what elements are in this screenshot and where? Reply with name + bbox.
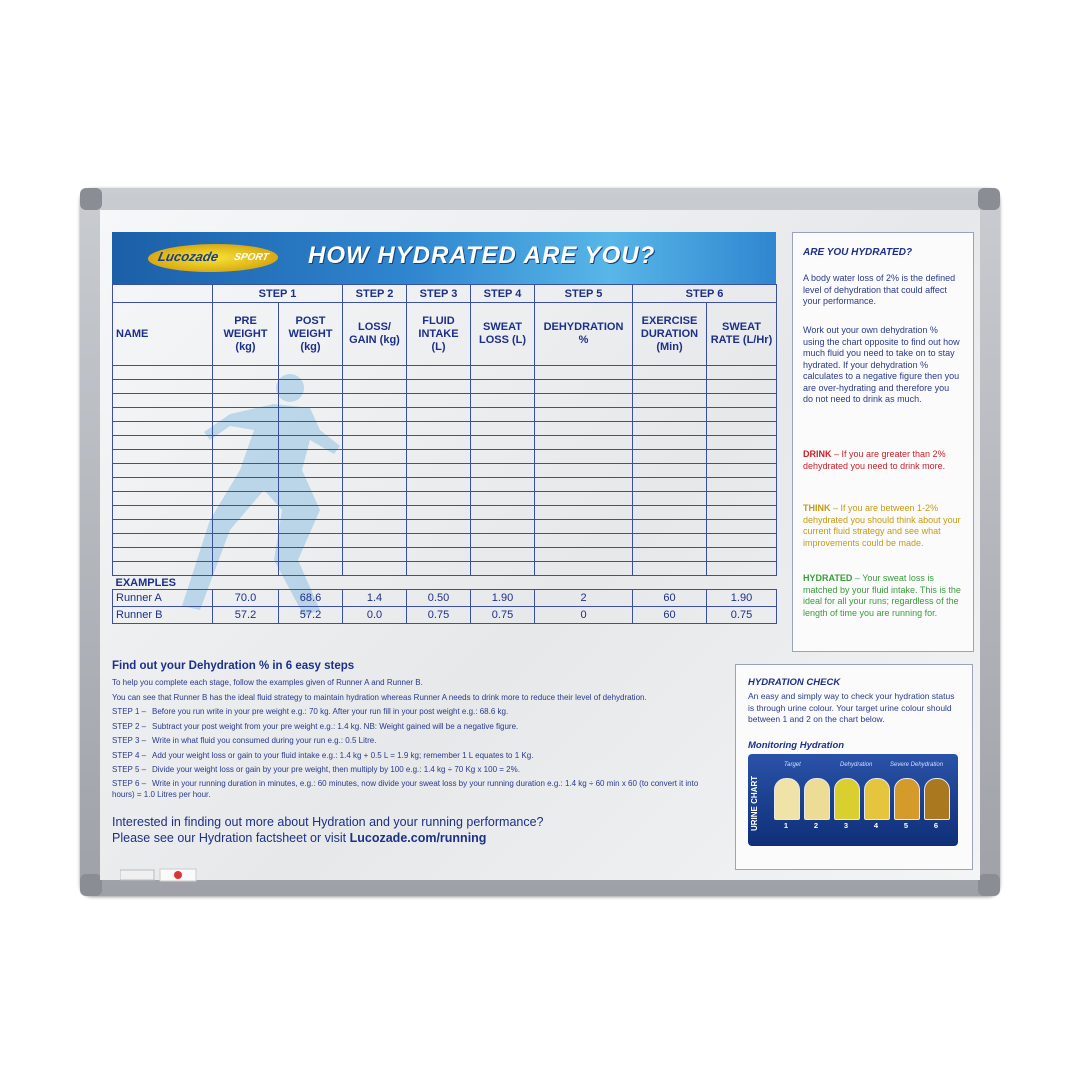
blank-cell bbox=[707, 506, 777, 520]
step-5-header: STEP 5 bbox=[535, 285, 633, 303]
blank-cell bbox=[343, 450, 407, 464]
blank-cell bbox=[707, 464, 777, 478]
blank-cell bbox=[343, 394, 407, 408]
blank-cell bbox=[279, 548, 343, 562]
blank-cell bbox=[113, 506, 213, 520]
blank-entry-row bbox=[113, 408, 777, 422]
blank-entry-row bbox=[113, 394, 777, 408]
blank-entry-row bbox=[113, 492, 777, 506]
col-sweat-rate: SWEAT RATE (L/Hr) bbox=[707, 303, 777, 366]
blank-cell bbox=[407, 492, 471, 506]
blank-cell bbox=[343, 506, 407, 520]
blank-cell bbox=[213, 506, 279, 520]
blank-cell bbox=[407, 478, 471, 492]
manufacturer-sticker bbox=[120, 868, 200, 882]
blank-cell bbox=[707, 408, 777, 422]
blank-cell bbox=[343, 422, 407, 436]
panel-title: ARE YOU HYDRATED? bbox=[803, 247, 913, 258]
blank-cell bbox=[471, 506, 535, 520]
blank-cell bbox=[535, 366, 633, 380]
blank-entry-row bbox=[113, 380, 777, 394]
step-item: STEP 1 – Before you run write in your pre weight e.g.: 70 kg. After your run fill in your post weight e.g.: 68.6 kg. bbox=[112, 707, 509, 716]
blank-cell bbox=[279, 436, 343, 450]
brand-name: Lucozade bbox=[156, 249, 220, 264]
blank-cell bbox=[633, 548, 707, 562]
chart-header bbox=[112, 232, 776, 284]
blank-cell bbox=[213, 548, 279, 562]
examples-row bbox=[113, 576, 777, 590]
col-fluid-intake: FLUID INTAKE (L) bbox=[407, 303, 471, 366]
blank-entry-row bbox=[113, 422, 777, 436]
blank-cell bbox=[471, 478, 535, 492]
blank-cell bbox=[707, 380, 777, 394]
blank-cell bbox=[279, 478, 343, 492]
blank-cell bbox=[633, 450, 707, 464]
step-6-header: STEP 6 bbox=[633, 285, 777, 303]
blank-entry-row bbox=[113, 506, 777, 520]
urine-swatch bbox=[804, 778, 830, 820]
table-row-runner-a bbox=[113, 590, 777, 607]
frame-corner bbox=[80, 188, 102, 210]
hydrated-text: – Your sweat loss is matched by your fluid intake. This is the ideal for all your runs; regardless of the length of time you are running for. bbox=[803, 573, 961, 618]
blank-cell bbox=[407, 366, 471, 380]
blank-cell bbox=[535, 436, 633, 450]
table-cell: 70.0 bbox=[213, 590, 279, 607]
frame-corner bbox=[978, 188, 1000, 210]
zone-severe: Severe Dehydration bbox=[890, 762, 944, 768]
table-cell: 0.75 bbox=[407, 607, 471, 624]
urine-chart bbox=[748, 754, 958, 846]
table-cell: 57.2 bbox=[279, 607, 343, 624]
blank-cell bbox=[407, 534, 471, 548]
drink-text: – If you are greater than 2% dehydrated you need to drink more. bbox=[803, 449, 946, 471]
blank-cell bbox=[471, 408, 535, 422]
blank-cell bbox=[535, 506, 633, 520]
blank-cell bbox=[113, 492, 213, 506]
table-cell: 0 bbox=[535, 607, 633, 624]
blank-cell bbox=[471, 436, 535, 450]
step-1-header: STEP 1 bbox=[213, 285, 343, 303]
blank-cell bbox=[707, 422, 777, 436]
table-cell: 0.75 bbox=[471, 607, 535, 624]
urine-chart-label: URINE CHART bbox=[750, 775, 759, 831]
urine-swatch bbox=[834, 778, 860, 820]
think-advice bbox=[803, 503, 961, 549]
table-cell: 1.90 bbox=[471, 590, 535, 607]
website-link[interactable]: Lucozade.com/running bbox=[349, 831, 487, 845]
zone-dehydration: Dehydration bbox=[840, 762, 873, 768]
promo-line-2: Please see our Hydration factsheet or visit Lucozade.com/running bbox=[112, 831, 487, 845]
monitoring-title: Monitoring Hydration bbox=[748, 740, 845, 751]
blank-cell bbox=[213, 450, 279, 464]
blank-entry-row bbox=[113, 548, 777, 562]
blank-cell bbox=[213, 436, 279, 450]
table-cell: 1.4 bbox=[343, 590, 407, 607]
blank-cell bbox=[407, 394, 471, 408]
hydration-info-panel bbox=[792, 232, 974, 652]
blank-cell bbox=[113, 548, 213, 562]
column-header-row bbox=[113, 303, 777, 366]
step-item: STEP 4 – Add your weight loss or gain to your fluid intake e.g.: 1.4 kg + 0.5 L = 1.9 kg; remember 1 L equates to 1 Kg. bbox=[112, 750, 534, 760]
blank-entry-row bbox=[113, 478, 777, 492]
table-cell: 2 bbox=[535, 590, 633, 607]
table-cell: 57.2 bbox=[213, 607, 279, 624]
blank-cell bbox=[113, 534, 213, 548]
blank-cell bbox=[471, 492, 535, 506]
blank-cell bbox=[535, 548, 633, 562]
frame-corner bbox=[80, 874, 102, 896]
blank-cell bbox=[471, 380, 535, 394]
blank-cell bbox=[407, 422, 471, 436]
blank-cell bbox=[633, 464, 707, 478]
col-loss-gain: LOSS/ GAIN (kg) bbox=[343, 303, 407, 366]
urine-swatch bbox=[924, 778, 950, 820]
drink-advice bbox=[803, 449, 961, 472]
blank-cell bbox=[407, 464, 471, 478]
step-2-header: STEP 2 bbox=[343, 285, 407, 303]
lucozade-logo bbox=[145, 244, 281, 272]
blank-cell bbox=[213, 394, 279, 408]
examples-label: EXAMPLES bbox=[113, 576, 777, 590]
blank-cell bbox=[213, 422, 279, 436]
step-4-header: STEP 4 bbox=[471, 285, 535, 303]
blank-cell bbox=[535, 450, 633, 464]
blank-cell bbox=[633, 478, 707, 492]
step-3-header: STEP 3 bbox=[407, 285, 471, 303]
table-cell: 60 bbox=[633, 590, 707, 607]
blank-cell bbox=[535, 534, 633, 548]
blank-cell bbox=[343, 492, 407, 506]
blank-cell bbox=[471, 366, 535, 380]
panel-instructions: Work out your own dehydration % using the chart opposite to find out how much fluid you need to take on to stay hydrated. If your dehydration % calculates to a negative figure then you are over-hydrating and therefore you do not need to drink as much. bbox=[803, 325, 960, 404]
swatch-number: 4 bbox=[873, 821, 879, 830]
urine-swatch bbox=[864, 778, 890, 820]
blank-cell bbox=[407, 506, 471, 520]
swatch-number: 1 bbox=[783, 821, 789, 830]
blank-cell bbox=[633, 366, 707, 380]
table-cell: 68.6 bbox=[279, 590, 343, 607]
think-label: THINK bbox=[803, 503, 831, 513]
blank-cell bbox=[407, 520, 471, 534]
blank-cell bbox=[535, 520, 633, 534]
blank-cell bbox=[633, 408, 707, 422]
panel-intro: A body water loss of 2% is the defined level of dehydration that could affect your performance. bbox=[803, 273, 956, 306]
table-row-runner-b bbox=[113, 607, 777, 624]
table-cell: 0.50 bbox=[407, 590, 471, 607]
blank-cell bbox=[279, 562, 343, 576]
blank-cell bbox=[535, 422, 633, 436]
blank-cell bbox=[113, 520, 213, 534]
blank-cell bbox=[707, 478, 777, 492]
blank-cell bbox=[343, 520, 407, 534]
blank-cell bbox=[407, 380, 471, 394]
urine-swatch bbox=[774, 778, 800, 820]
blank-cell bbox=[471, 562, 535, 576]
blank-cell bbox=[213, 380, 279, 394]
blank-cell bbox=[407, 450, 471, 464]
instructions-intro: To help you complete each stage, follow the examples given of Runner A and Runner B. bbox=[112, 678, 423, 687]
hydration-check-desc: An easy and simply way to check your hydration status is through urine colour. Your target urine colour should between 1 and 2 on the chart below. bbox=[748, 691, 955, 724]
urine-swatch bbox=[894, 778, 920, 820]
instructions-section bbox=[112, 660, 722, 800]
blank-cell bbox=[535, 492, 633, 506]
blank-cell bbox=[471, 548, 535, 562]
table-cell: Runner A bbox=[113, 590, 213, 607]
blank-cell bbox=[213, 562, 279, 576]
blank-cell bbox=[343, 366, 407, 380]
blank-cell bbox=[343, 562, 407, 576]
blank-cell bbox=[279, 520, 343, 534]
blank-cell bbox=[707, 562, 777, 576]
blank-cell bbox=[633, 436, 707, 450]
blank-cell bbox=[407, 562, 471, 576]
blank-cell bbox=[471, 534, 535, 548]
blank-entry-row bbox=[113, 450, 777, 464]
hydration-table bbox=[112, 284, 777, 624]
hydrated-advice bbox=[803, 573, 961, 619]
blank-cell bbox=[535, 394, 633, 408]
blank-cell bbox=[633, 534, 707, 548]
blank-cell bbox=[471, 422, 535, 436]
blank-cell bbox=[279, 450, 343, 464]
table-cell: Runner B bbox=[113, 607, 213, 624]
blank-cell bbox=[707, 548, 777, 562]
table-cell: 0.75 bbox=[707, 607, 777, 624]
col-pre-weight: PRE WEIGHT (kg) bbox=[213, 303, 279, 366]
blank-cell bbox=[535, 562, 633, 576]
blank-cell bbox=[471, 520, 535, 534]
blank-cell bbox=[535, 464, 633, 478]
step-item: STEP 6 – Write in your running duration in minutes, e.g.: 60 minutes, now divide your sweat loss by your running duration e.g.: 1.4 kg ÷ 60 min x 60 (to convert it into hours) = 1.0 Litres per hour. bbox=[112, 778, 699, 799]
promo-line-1: Interested in finding out more about Hydration and your running performance? bbox=[112, 815, 544, 829]
blank-cell bbox=[213, 492, 279, 506]
blank-cell bbox=[707, 520, 777, 534]
blank-cell bbox=[343, 408, 407, 422]
page-title: HOW HYDRATED ARE YOU? bbox=[308, 242, 656, 269]
blank-cell bbox=[343, 436, 407, 450]
promo-text bbox=[112, 814, 544, 846]
blank-cell bbox=[213, 366, 279, 380]
think-text: – If you are between 1-2% dehydrated you should think about your current fluid strategy and see what improvements could be made. bbox=[803, 503, 961, 548]
frame-corner bbox=[978, 874, 1000, 896]
blank-cell bbox=[279, 394, 343, 408]
blank-cell bbox=[279, 464, 343, 478]
table-cell: 60 bbox=[633, 607, 707, 624]
swatch-number: 2 bbox=[813, 821, 819, 830]
blank-entry-row bbox=[113, 534, 777, 548]
blank-cell bbox=[707, 450, 777, 464]
blank-cell bbox=[707, 394, 777, 408]
blank-cell bbox=[213, 520, 279, 534]
blank-cell bbox=[535, 408, 633, 422]
blank-cell bbox=[633, 422, 707, 436]
blank-cell bbox=[213, 464, 279, 478]
blank-cell bbox=[343, 478, 407, 492]
table-cell: 1.90 bbox=[707, 590, 777, 607]
blank-cell bbox=[113, 436, 213, 450]
blank-cell bbox=[707, 534, 777, 548]
blank-entry-row bbox=[113, 366, 777, 380]
blank-cell bbox=[279, 422, 343, 436]
blank-cell bbox=[343, 548, 407, 562]
instructions-heading: Find out your Dehydration % in 6 easy steps bbox=[112, 660, 355, 672]
blank-cell bbox=[213, 478, 279, 492]
blank-cell bbox=[113, 562, 213, 576]
zone-target: Target bbox=[784, 762, 801, 768]
col-sweat-loss: SWEAT LOSS (L) bbox=[471, 303, 535, 366]
col-exercise-duration: EXERCISE DURATION (Min) bbox=[633, 303, 707, 366]
blank-cell bbox=[113, 408, 213, 422]
blank-cell bbox=[633, 394, 707, 408]
blank-cell bbox=[213, 534, 279, 548]
step-item: STEP 5 – Divide your weight loss or gain by your pre weight, then multiply by 100 e.g.: 1.4 kg ÷ 70 Kg x 100 = 2%. bbox=[112, 765, 520, 774]
blank-cell bbox=[407, 408, 471, 422]
blank-cell bbox=[633, 506, 707, 520]
blank-cell bbox=[343, 464, 407, 478]
instructions-intro: You can see that Runner B has the ideal fluid strategy to maintain hydration whereas Runner A needs to drink more to reduce their level of dehydration. bbox=[112, 692, 647, 702]
blank-cell bbox=[633, 562, 707, 576]
blank-cell bbox=[279, 366, 343, 380]
hydration-check-title: HYDRATION CHECK bbox=[748, 677, 841, 688]
blank-cell bbox=[113, 450, 213, 464]
blank-cell bbox=[113, 394, 213, 408]
blank-entry-row bbox=[113, 464, 777, 478]
swatch-number: 6 bbox=[933, 821, 939, 830]
blank-cell bbox=[279, 506, 343, 520]
blank-cell bbox=[213, 408, 279, 422]
blank-cell bbox=[471, 394, 535, 408]
blank-cell bbox=[279, 492, 343, 506]
blank-cell bbox=[279, 408, 343, 422]
blank-cell bbox=[535, 478, 633, 492]
step-header-row bbox=[113, 285, 777, 303]
blank-cell bbox=[343, 534, 407, 548]
blank-cell bbox=[279, 380, 343, 394]
blank-cell bbox=[113, 478, 213, 492]
blank-cell bbox=[633, 492, 707, 506]
blank-entry-row bbox=[113, 520, 777, 534]
blank-cell bbox=[707, 366, 777, 380]
swatch-number: 3 bbox=[843, 821, 849, 830]
col-dehydration: DEHYDRATION % bbox=[535, 303, 633, 366]
col-name: NAME bbox=[113, 303, 213, 366]
blank-cell bbox=[113, 464, 213, 478]
blank-cell bbox=[407, 436, 471, 450]
hydration-check-panel bbox=[735, 664, 973, 870]
col-post-weight: POST WEIGHT (kg) bbox=[279, 303, 343, 366]
blank-cell bbox=[471, 464, 535, 478]
blank-cell bbox=[407, 548, 471, 562]
step-item: STEP 2 – Subtract your post weight from your pre weight e.g.: 1.4 kg. NB: Weight gained will be a negative figure. bbox=[112, 721, 519, 731]
blank-entry-row bbox=[113, 436, 777, 450]
blank-cell bbox=[633, 520, 707, 534]
table-cell: 0.0 bbox=[343, 607, 407, 624]
blank-cell bbox=[113, 366, 213, 380]
blank-cell bbox=[471, 450, 535, 464]
step-item: STEP 3 – Write in what fluid you consumed during your run e.g.: 0.5 Litre. bbox=[112, 736, 377, 745]
blank-cell bbox=[279, 534, 343, 548]
blank-cell bbox=[707, 436, 777, 450]
blank-cell bbox=[633, 380, 707, 394]
urine-chart-zones bbox=[770, 760, 952, 774]
blank-cell bbox=[343, 380, 407, 394]
hydrated-label: HYDRATED bbox=[803, 573, 853, 583]
swatch-number: 5 bbox=[903, 821, 909, 830]
brand-sub: SPORT bbox=[232, 252, 270, 263]
blank-entry-row bbox=[113, 562, 777, 576]
blank-cell bbox=[113, 380, 213, 394]
blank-cell bbox=[707, 492, 777, 506]
blank-cell bbox=[535, 380, 633, 394]
drink-label: DRINK bbox=[803, 449, 832, 459]
blank-cell bbox=[113, 422, 213, 436]
